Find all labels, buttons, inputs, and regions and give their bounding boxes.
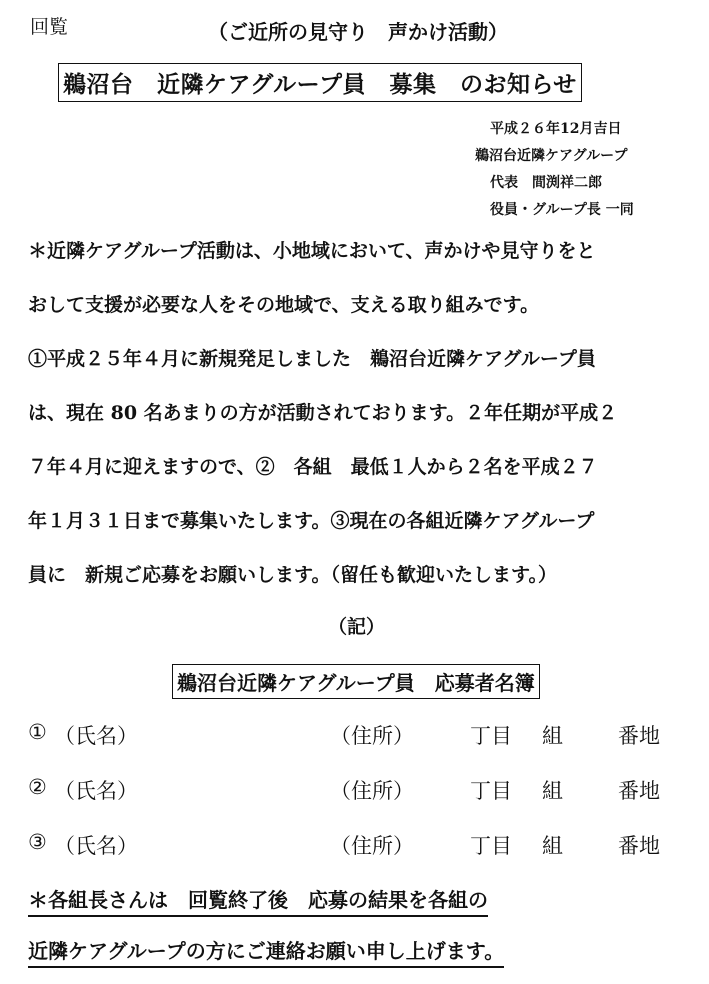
kumi-label: 組: [542, 724, 563, 748]
address-label: （住所）: [330, 779, 414, 803]
banchi-label: 番地: [618, 779, 660, 803]
issuer-group: 鵜沼台近隣ケアグループ: [475, 148, 628, 164]
body-line-1: ＊近隣ケアグループ活動は、小地域において、声かけや見守りをと: [28, 240, 596, 262]
footer-line-2: 近隣ケアグループの方にご連絡お願い申し上げます。: [28, 935, 504, 968]
banchi-label: 番地: [618, 834, 660, 858]
entry-row-3: [28, 830, 678, 864]
chome-label: 丁目: [470, 779, 512, 803]
page-title: 鵜沼台 近隣ケアグループ員 募集 のお知らせ: [58, 63, 582, 102]
issuer-officers: 役員・グループ長 一同: [490, 202, 634, 218]
body-line-6: 年１月３１日まで募集いたします。③現在の各組近隣ケアグループ: [28, 510, 595, 532]
entry-row-2: [28, 775, 678, 809]
kumi-label: 組: [542, 834, 563, 858]
body-line-7: 員に 新規ご応募をお願いします。（留任も歓迎いたします。）: [28, 564, 557, 586]
issuer-representative: 代表 間渕祥二郎: [490, 175, 602, 191]
kumi-label: 組: [542, 779, 563, 803]
ki-label: （記）: [328, 616, 386, 638]
entry-number: ①: [28, 720, 47, 744]
body-line-4: は、現在 80 名あまりの方が活動されております。２年任期が平成２: [28, 402, 618, 424]
body-line-5: ７年４月に迎えますので、② 各組 最低１人から２名を平成２７: [28, 456, 598, 478]
name-label: （氏名）: [54, 724, 138, 748]
banchi-label: 番地: [618, 724, 660, 748]
body-line-3: ①平成２５年４月に新規発足しました 鵜沼台近隣ケアグループ員: [28, 348, 596, 370]
name-label: （氏名）: [54, 779, 138, 803]
body-line-2: おして支援が必要な人をその地域で、支える取り組みです。: [28, 294, 540, 316]
issue-date: 平成２６年12月吉日: [490, 121, 622, 137]
entry-number: ②: [28, 775, 47, 799]
register-title: 鵜沼台近隣ケアグループ員 応募者名簿: [172, 664, 540, 699]
chome-label: 丁目: [470, 834, 512, 858]
entry-number: ③: [28, 830, 47, 854]
address-label: （住所）: [330, 834, 414, 858]
address-label: （住所）: [330, 724, 414, 748]
circular-label: 回覧: [30, 16, 69, 38]
chome-label: 丁目: [470, 724, 512, 748]
footer-line-1: ＊各組長さんは 回覧終了後 応募の結果を各組の: [28, 884, 488, 917]
name-label: （氏名）: [54, 834, 138, 858]
entry-row-1: [28, 720, 678, 754]
page-subtitle: （ご近所の見守り 声かけ活動）: [208, 20, 508, 44]
